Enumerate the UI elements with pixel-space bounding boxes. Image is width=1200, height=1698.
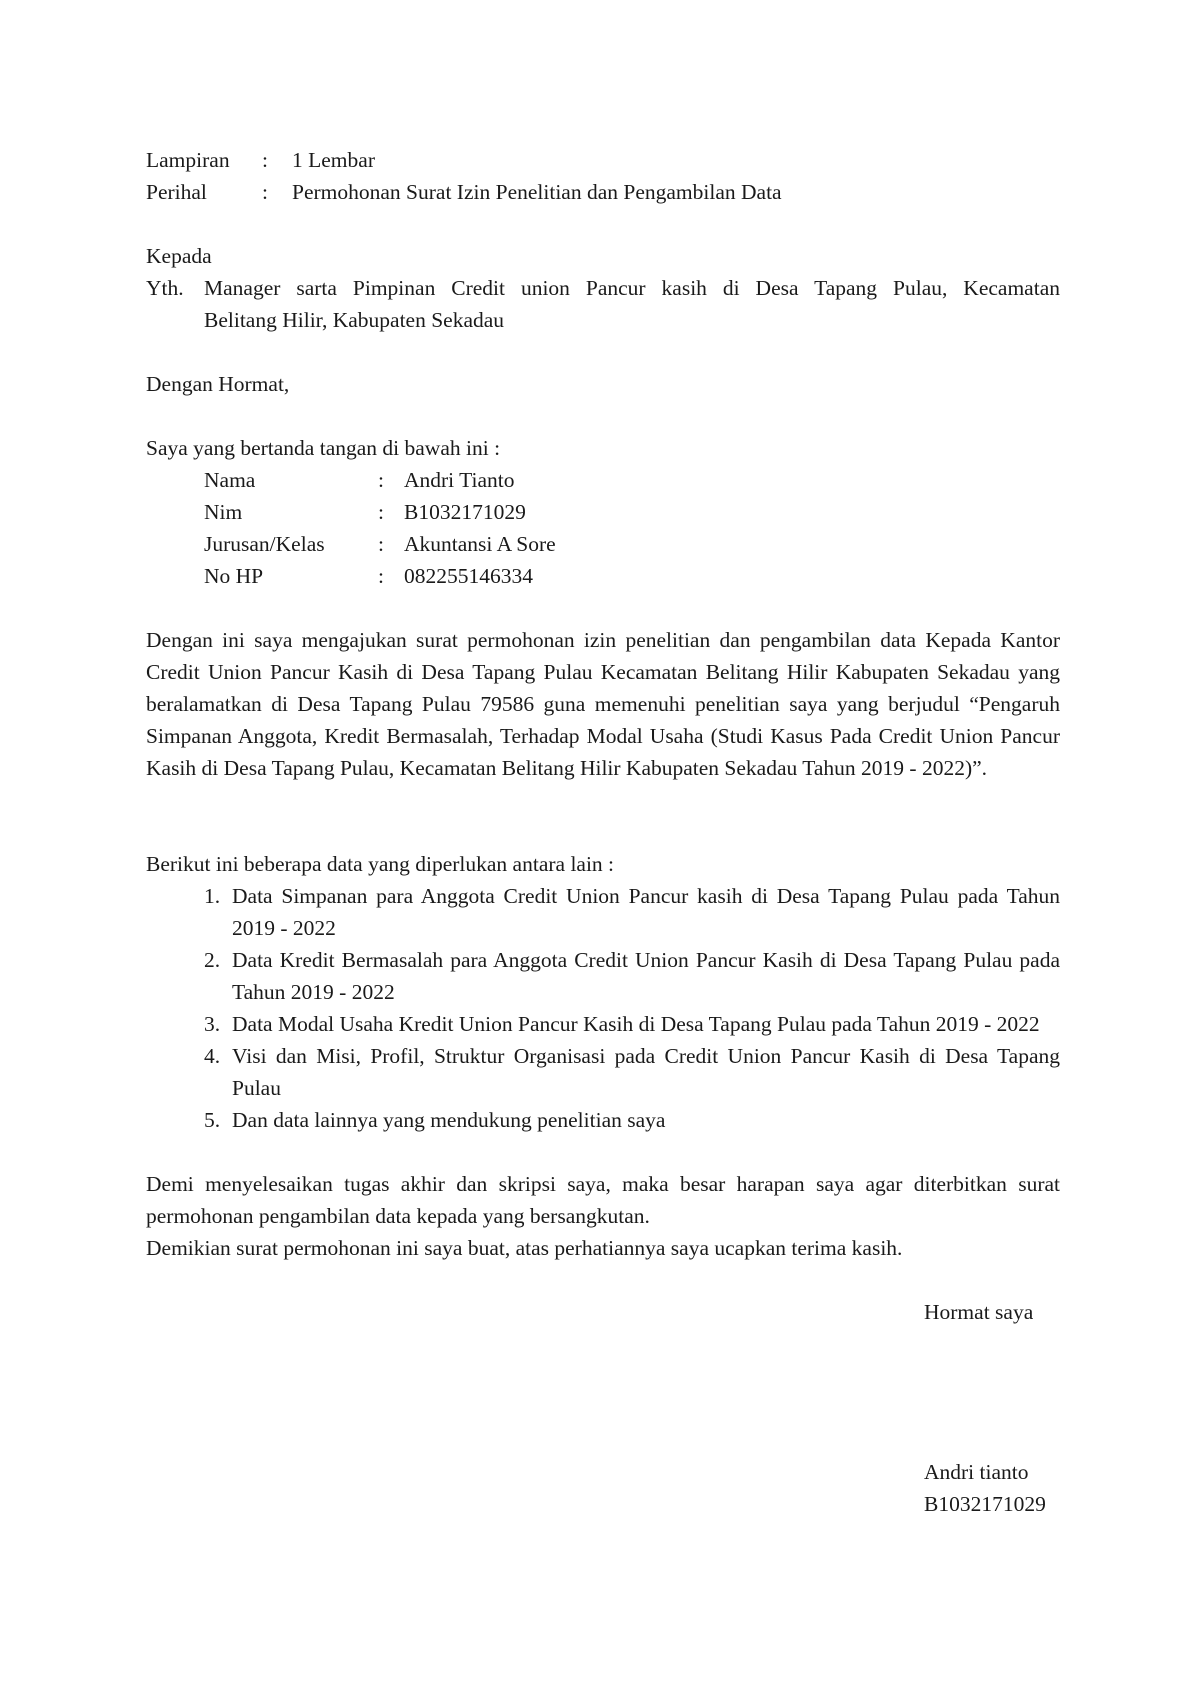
letter-header: [146, 144, 1060, 208]
closing-paragraph: Demi menyelesaikan tugas akhir dan skripsi saya, maka besar harapan saya agar diterbitkan surat permohonan pengambilan data kepada yang bersangkutan.: [146, 1172, 1060, 1228]
closing-line-block: [146, 1232, 1060, 1264]
list-text: Visi dan Misi, Profil, Struktur Organisasi pada Credit Union Pancur Kasih di Desa Tapang Pulau: [232, 1044, 1060, 1100]
perihal-row: [146, 176, 1060, 208]
list-item: [146, 1040, 1060, 1104]
list-text: Data Modal Usaha Kredit Union Pancur Kasih di Desa Tapang Pulau pada Tahun 2019 - 2022: [232, 1012, 1040, 1036]
list-item: [146, 1008, 1060, 1040]
identity-label: Nim: [204, 500, 243, 524]
recipient-block: [146, 240, 1060, 336]
identity-separator: :: [378, 532, 384, 556]
identity-separator: :: [378, 564, 384, 588]
lampiran-label: Lampiran: [146, 148, 230, 172]
recipient-line-2-row: [146, 304, 1060, 336]
identity-label: No HP: [204, 564, 264, 588]
signature-name: Andri tianto: [924, 1460, 1029, 1484]
closing-line: Demikian surat permohonan ini saya buat, atas perhatiannya saya ucapkan terima kasih.: [146, 1236, 903, 1260]
signature-nim: B1032171029: [924, 1492, 1046, 1516]
data-list-block: [146, 848, 1060, 1136]
identity-value: 082255146334: [404, 564, 533, 588]
identity-block: [146, 432, 1060, 592]
list-intro: Berikut ini beberapa data yang diperlukan antara lain :: [146, 852, 615, 876]
identity-label: Nama: [204, 468, 256, 492]
lampiran-separator: :: [262, 148, 268, 172]
yth-label: Yth.: [146, 276, 184, 300]
list-item: [146, 1104, 1060, 1136]
signature-salutation: Hormat saya: [924, 1300, 1034, 1324]
kepada-label: Kepada: [146, 244, 212, 268]
list-item: [146, 944, 1060, 1008]
body-paragraph: Dengan ini saya mengajukan surat permohonan izin penelitian dan pengambilan data Kepada Kantor Credit Union Pancur Kasih di Desa Tapang Pulau Kecamatan Belitang Hilir Kabupaten Sekadau yang beralamatkan di Desa Tapang Pulau 79586 guna memenuhi penelitian saya yang berjudul “Pengaruh Simpanan Anggota, Kredit Bermasalah, Terhadap Modal Usaha (Studi Kasus Pada Credit Union Pancur Kasih di Desa Tapang Pulau, Kecamatan Belitang Hilir Kabupaten Sekadau Tahun 2019 - 2022)”.: [146, 628, 1060, 780]
list-item: [146, 880, 1060, 944]
recipient-line-1: Manager sarta Pimpinan Credit union Pancur kasih di Desa Tapang Pulau, Kecamatan: [204, 276, 1060, 300]
identity-row: [146, 560, 1060, 592]
identity-separator: :: [378, 500, 384, 524]
list-number: 2.: [204, 948, 221, 972]
identity-value: Andri Tianto: [404, 468, 515, 492]
recipient-line-2: Belitang Hilir, Kabupaten Sekadau: [204, 308, 505, 332]
greeting: Dengan Hormat,: [146, 372, 290, 396]
identity-value: Akuntansi A Sore: [404, 532, 556, 556]
identity-label: Jurusan/Kelas: [204, 532, 325, 556]
perihal-label: Perihal: [146, 180, 207, 204]
list-text: Data Simpanan para Anggota Credit Union Pancur kasih di Desa Tapang Pulau pada Tahun 2019 - 2022: [232, 884, 1060, 940]
lampiran-row: [146, 144, 1060, 176]
greeting-block: [146, 368, 1060, 400]
identity-separator: :: [378, 468, 384, 492]
lampiran-value: 1 Lembar: [292, 148, 375, 172]
perihal-separator: :: [262, 180, 268, 204]
identity-value: B1032171029: [404, 500, 526, 524]
list-number: 1.: [204, 884, 221, 908]
list-number: 5.: [204, 1108, 221, 1132]
identity-row: [146, 496, 1060, 528]
list-number: 4.: [204, 1044, 221, 1068]
identity-row: [146, 464, 1060, 496]
perihal-value: Permohonan Surat Izin Penelitian dan Pengambilan Data: [292, 180, 782, 204]
list-text: Dan data lainnya yang mendukung penelitian saya: [232, 1108, 666, 1132]
yth-line: [146, 272, 1060, 304]
identity-row: [146, 528, 1060, 560]
identity-intro: Saya yang bertanda tangan di bawah ini :: [146, 436, 501, 460]
kepada-line: [146, 240, 1060, 272]
list-number: 3.: [204, 1012, 221, 1036]
list-text: Data Kredit Bermasalah para Anggota Credit Union Pancur Kasih di Desa Tapang Pulau pada Tahun 2019 - 2022: [232, 948, 1060, 1004]
